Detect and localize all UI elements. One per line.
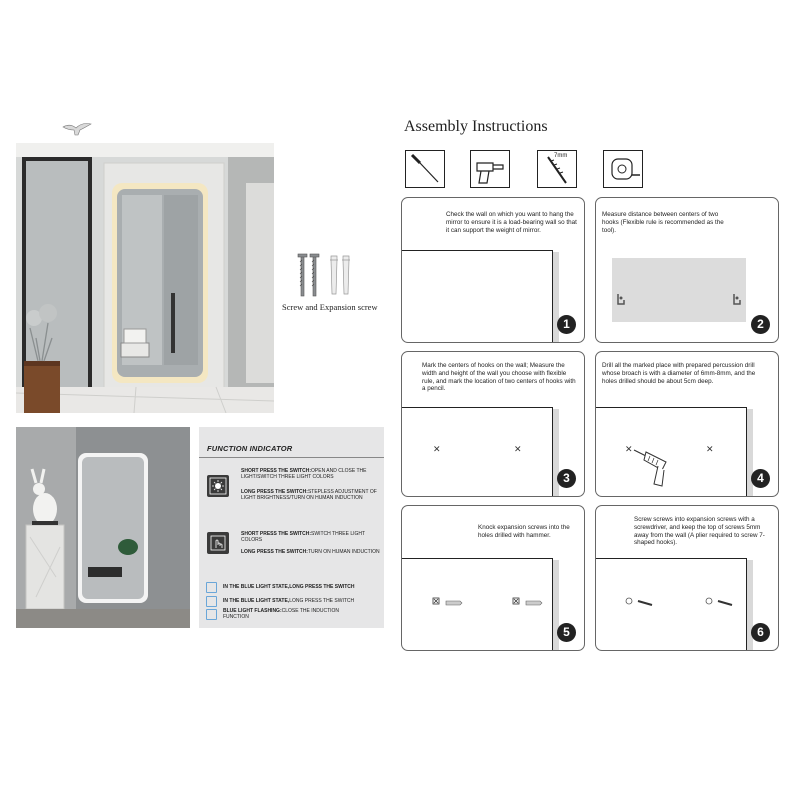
func-item-7-text: CLOSE THE INDUCTION FUNCTION [223, 608, 340, 621]
step-4-text: Drill all the marked place with prepared percussion drill whose broach is with a diameter of 6mm-8mm, and the holes drilled should be about 5cm deep. [602, 362, 756, 385]
func-item-5 [223, 584, 383, 590]
drill-bit-size: 7mm [554, 153, 568, 159]
screwdriver-icon [405, 150, 445, 188]
func-item-1 [241, 468, 381, 480]
hook-icon [614, 292, 628, 308]
step-5-text: Knock expansion screws into the holes drilled with hammer. [478, 524, 570, 539]
screw-caption: Screw and Expansion screw [282, 302, 378, 312]
drill-bit-icon [537, 150, 577, 188]
drill-icon [470, 150, 510, 188]
mark-x-icon: ✕ [706, 444, 714, 454]
step-2-number: 2 [751, 315, 770, 334]
step-6-text: Screw screws into expansion screws with a screwdriver, and keep the top of screws 5mm away from the wall (A plier required to screw 7-shaped hooks). [634, 516, 765, 547]
mirror-back-panel [612, 258, 746, 322]
drill-icon [632, 444, 680, 488]
step-3-number: 3 [557, 469, 576, 488]
screw-icon [624, 596, 658, 610]
func-item-4-text: TURN ON HUMAN INDUCTION [307, 549, 380, 555]
step-5-number: 5 [557, 623, 576, 642]
step-2 [595, 197, 779, 343]
func-item-2 [241, 489, 381, 501]
hook-icon [730, 292, 744, 308]
mark-x-icon: ✕ [514, 444, 522, 454]
step-5 [401, 505, 585, 651]
func-item-4-bold: LONG PRESS THE SWITCH: [241, 549, 308, 555]
blue-light-icon [206, 596, 217, 607]
func-item-2-bold: LONG PRESS THE SWITCH: [241, 489, 308, 495]
screw-icon [704, 596, 738, 610]
expansion-screw-icon [432, 596, 464, 610]
step-3-text: Mark the centers of hooks on the wall; Measure the width and height of the wall you choose with flexible rule, and mark the location of two centers of hooks with a pencil. [422, 362, 576, 393]
screw-and-anchor-icon [297, 252, 361, 300]
function-indicator-panel [199, 427, 384, 628]
func-item-1-text: OPEN AND CLOSE THE LIGHT/SWITCH THREE LIGHT COLORS [241, 468, 367, 481]
hand-switch-icon [207, 532, 229, 554]
func-item-3-bold: SHORT PRESS THE SWITCH: [241, 531, 312, 537]
func-item-5-bold: IN THE BLUE LIGHT STATE,LONG PRESS THE SWITCH [223, 584, 355, 590]
mark-x-icon: ✕ [433, 444, 441, 454]
func-item-1-bold: SHORT PRESS THE SWITCH: [241, 468, 312, 474]
func-item-6 [223, 598, 383, 604]
step-3 [401, 351, 585, 497]
mark-x-icon: ✕ [625, 444, 633, 454]
func-item-6-bold: IN THE BLUE LIGHT STATE, [223, 598, 290, 604]
func-item-2-text: STEPLESS ADJUSTMENT OF LIGHT BRIGHTNESS/TURN ON HUMAN INDUCTION [241, 489, 377, 502]
wall-outline [402, 407, 553, 497]
func-item-3-text: SWITCH THREE LIGHT COLORS [241, 531, 366, 544]
step-1-number: 1 [557, 315, 576, 334]
divider [199, 457, 384, 458]
func-item-7 [223, 608, 363, 620]
mirror-display-photo [16, 427, 190, 628]
blue-light-icon [206, 582, 217, 593]
tape-measure-icon [603, 150, 643, 188]
step-4 [595, 351, 779, 497]
step-1 [401, 197, 585, 343]
mirror-room-photo [16, 143, 274, 413]
func-item-3 [241, 531, 381, 543]
blue-light-icon [206, 609, 217, 620]
func-item-6-text: LONG PRESS THE SWITCH [289, 598, 355, 604]
step-2-text: Measure distance between centers of two hooks (Flexible rule is recommended as the tool). [602, 211, 724, 234]
function-indicator-title: FUNCTION INDICATOR [207, 444, 293, 453]
expansion-screw-icon [512, 596, 544, 610]
touch-switch-icon [207, 475, 229, 497]
step-1-text: Check the wall on which you want to hang the mirror to ensure it is a load-bearing wall so that it can support the weight of mirror. [446, 211, 577, 234]
func-item-7-bold: BLUE LIGHT FLASHING: [223, 608, 282, 614]
step-6 [595, 505, 779, 651]
func-item-4 [241, 549, 381, 555]
wall-outline [402, 250, 553, 343]
seagull-sculpture-icon [62, 121, 92, 137]
step-4-number: 4 [751, 469, 770, 488]
assembly-title: Assembly Instructions [404, 118, 548, 135]
step-6-number: 6 [751, 623, 770, 642]
